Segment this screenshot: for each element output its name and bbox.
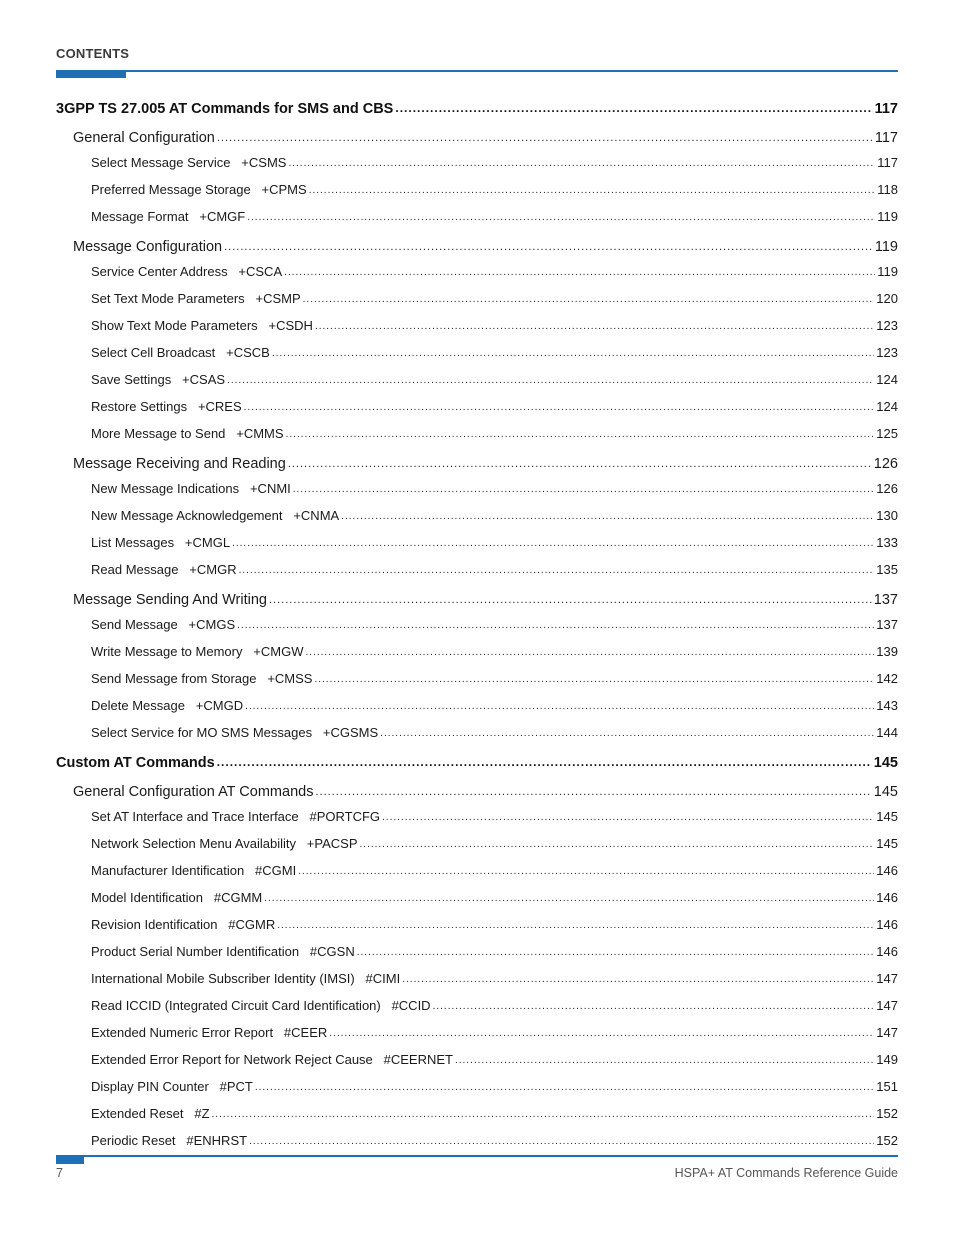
toc-dot-leader [303, 290, 875, 303]
toc-dot-leader [402, 970, 874, 983]
toc-dot-leader [360, 835, 875, 848]
toc-entry-page-number: 133 [876, 535, 898, 550]
toc-entry-level-3[interactable] [56, 694, 898, 721]
toc-entry-page-number: 145 [876, 809, 898, 824]
toc-entry-level-3[interactable] [56, 558, 898, 585]
toc-entry-page-number: 142 [876, 671, 898, 686]
toc-entry-title: Extended Numeric Error Report #CEER [91, 1025, 328, 1040]
toc-dot-leader [298, 862, 874, 875]
toc-dot-leader [433, 997, 875, 1010]
toc-entry-level-3[interactable] [56, 667, 898, 694]
toc-dot-leader [315, 317, 874, 330]
toc-entry-page-number: 124 [876, 372, 898, 387]
toc-entry-title: Custom AT Commands [56, 754, 215, 771]
toc-dot-leader [277, 916, 874, 929]
toc-entry-level-3[interactable] [56, 721, 898, 748]
toc-entry-title: Service Center Address +CSCA [91, 264, 283, 279]
toc-dot-leader [329, 1024, 874, 1037]
toc-entry-title: More Message to Send +CMMS [91, 426, 284, 441]
toc-entry-title: Message Receiving and Reading [73, 455, 286, 472]
toc-entry-title: Message Configuration [73, 238, 223, 255]
toc-entry-level-1[interactable] [56, 748, 898, 777]
toc-entry-level-3[interactable] [56, 422, 898, 449]
toc-entry-level-3[interactable] [56, 395, 898, 422]
toc-entry-title: Send Message from Storage +CMSS [91, 671, 313, 686]
toc-entry-level-3[interactable] [56, 260, 898, 287]
toc-dot-leader [357, 943, 875, 956]
footer-accent-block [56, 1157, 84, 1164]
toc-dot-leader [293, 480, 875, 493]
toc-entry-level-3[interactable] [56, 368, 898, 395]
toc-entry-level-2[interactable] [56, 449, 898, 477]
toc-entry-level-3[interactable] [56, 967, 898, 994]
toc-entry-title: Network Selection Menu Availability +PACSP [91, 836, 358, 851]
toc-entry-page-number: 143 [876, 698, 898, 713]
toc-dot-leader [380, 724, 874, 737]
toc-dot-leader [217, 127, 873, 142]
toc-entry-title: Message Sending And Writing [73, 591, 267, 608]
toc-dot-leader [315, 781, 871, 796]
toc-entry-page-number: 146 [876, 890, 898, 905]
toc-entry-title: 3GPP TS 27.005 AT Commands for SMS and CBS [56, 100, 394, 117]
toc-entry-level-2[interactable] [56, 123, 898, 151]
toc-dot-leader [217, 752, 872, 767]
toc-entry-page-number: 119 [874, 238, 898, 255]
toc-dot-leader [341, 507, 874, 520]
toc-entry-title: Extended Error Report for Network Reject Cause #CEERNET [91, 1052, 453, 1067]
toc-entry-title: General Configuration [73, 129, 215, 146]
toc-entry-level-3[interactable] [56, 314, 898, 341]
toc-entry-level-3[interactable] [56, 178, 898, 205]
toc-dot-leader [245, 697, 874, 710]
toc-entry-title: Select Cell Broadcast +CSCB [91, 345, 270, 360]
toc-entry-page-number: 137 [876, 617, 898, 632]
toc-dot-leader [272, 344, 874, 357]
toc-entry-level-1[interactable] [56, 94, 898, 123]
toc-entry-title: Read Message +CMGR [91, 562, 237, 577]
toc-entry-title: Save Settings +CSAS [91, 372, 226, 387]
toc-entry-page-number: 123 [876, 345, 898, 360]
toc-entry-level-3[interactable] [56, 613, 898, 640]
toc-dot-leader [286, 425, 875, 438]
toc-entry-title: Preferred Message Storage +CPMS [91, 182, 307, 197]
footer-document-title: HSPA+ AT Commands Reference Guide [674, 1166, 898, 1180]
toc-entry-title: New Message Indications +CNMI [91, 481, 291, 496]
toc-entry-level-2[interactable] [56, 777, 898, 805]
toc-entry-level-3[interactable] [56, 1129, 898, 1156]
toc-entry-page-number: 145 [873, 783, 898, 800]
toc-entry-page-number: 117 [874, 100, 898, 117]
toc-entry-level-3[interactable] [56, 640, 898, 667]
header-rule [56, 70, 898, 72]
header-accent-block [56, 70, 126, 78]
toc-dot-leader [269, 589, 872, 604]
toc-entry-level-3[interactable] [56, 805, 898, 832]
toc-entry-page-number: 118 [877, 182, 898, 197]
toc-entry-title: Set Text Mode Parameters +CSMP [91, 291, 301, 306]
toc-dot-leader [237, 616, 874, 629]
toc-entry-title: Select Service for MO SMS Messages +CGSMS [91, 725, 379, 740]
toc-entry-level-3[interactable] [56, 151, 898, 178]
header-label: CONTENTS [56, 46, 130, 61]
toc-dot-leader [455, 1051, 874, 1064]
toc-entry-level-3[interactable] [56, 1075, 898, 1102]
toc-entry-level-2[interactable] [56, 232, 898, 260]
toc-entry-page-number: 124 [876, 399, 898, 414]
toc-dot-leader [249, 1132, 874, 1145]
toc-dot-leader [306, 643, 875, 656]
toc-dot-leader [288, 154, 875, 167]
toc-dot-leader [247, 208, 875, 221]
toc-entry-title: New Message Acknowledgement +CNMA [91, 508, 340, 523]
toc-entry-page-number: 120 [876, 291, 898, 306]
toc-entry-title: Extended Reset #Z [91, 1106, 210, 1121]
toc-dot-leader [255, 1078, 874, 1091]
toc-entry-page-number: 119 [877, 264, 898, 279]
toc-entry-page-number: 126 [876, 481, 898, 496]
toc-entry-level-3[interactable] [56, 477, 898, 504]
toc-entry-level-3[interactable] [56, 531, 898, 558]
toc-dot-leader [239, 561, 875, 574]
toc-entry-page-number: 126 [873, 455, 898, 472]
toc-dot-leader [264, 889, 874, 902]
toc-dot-leader [232, 534, 874, 547]
toc-entry-level-3[interactable] [56, 341, 898, 368]
toc-dot-leader [224, 236, 873, 251]
toc-entry-level-3[interactable] [56, 504, 898, 531]
toc-entry-page-number: 123 [876, 318, 898, 333]
toc-entry-level-3[interactable] [56, 940, 898, 967]
toc-dot-leader [309, 181, 876, 194]
toc-entry-title: Select Message Service +CSMS [91, 155, 287, 170]
toc-entry-title: Show Text Mode Parameters +CSDH [91, 318, 313, 333]
toc-entry-page-number: 147 [876, 971, 898, 986]
toc-entry-title: International Mobile Subscriber Identity (IMSI) #CIMI [91, 971, 401, 986]
toc-entry-page-number: 146 [876, 863, 898, 878]
toc-entry-title: Revision Identification #CGMR [91, 917, 276, 932]
toc-entry-page-number: 151 [876, 1079, 898, 1094]
toc-entry-page-number: 139 [876, 644, 898, 659]
toc-entry-page-number: 144 [876, 725, 898, 740]
toc-dot-leader [314, 670, 874, 683]
toc-entry-page-number: 130 [876, 508, 898, 523]
toc-entry-level-3[interactable] [56, 886, 898, 913]
toc-entry-title: Read ICCID (Integrated Circuit Card Identification) #CCID [91, 998, 431, 1013]
toc-entry-page-number: 152 [876, 1133, 898, 1148]
toc-entry-page-number: 125 [876, 426, 898, 441]
toc-entry-title: Product Serial Number Identification #CGSN [91, 944, 355, 959]
toc-entry-level-3[interactable] [56, 913, 898, 940]
toc-entry-page-number: 147 [876, 998, 898, 1013]
toc-entry-level-3[interactable] [56, 205, 898, 232]
toc-entry-title: Periodic Reset #ENHRST [91, 1133, 248, 1148]
toc-entry-title: Manufacturer Identification #CGMI [91, 863, 297, 878]
toc-entry-page-number: 119 [877, 209, 898, 224]
toc-dot-leader [284, 263, 875, 276]
footer-page-number: 7 [56, 1166, 63, 1180]
toc-entry-page-number: 146 [876, 917, 898, 932]
toc-entry-page-number: 117 [874, 129, 898, 146]
toc-entry-page-number: 145 [873, 754, 898, 771]
toc-entry-level-3[interactable] [56, 1021, 898, 1048]
toc-dot-leader [244, 398, 875, 411]
toc-entry-title: List Messages +CMGL [91, 535, 231, 550]
toc-entry-level-2[interactable] [56, 585, 898, 613]
toc-entry-page-number: 117 [877, 155, 898, 170]
toc-entry-level-3[interactable] [56, 832, 898, 859]
toc-entry-title: Restore Settings +CRES [91, 399, 242, 414]
toc-entry-page-number: 145 [876, 836, 898, 851]
footer-rule [56, 1155, 898, 1157]
toc-entry-level-3[interactable] [56, 287, 898, 314]
toc-entry-page-number: 149 [876, 1052, 898, 1067]
toc-entry-level-3[interactable] [56, 994, 898, 1021]
toc-dot-leader [395, 98, 872, 113]
toc-entry-level-3[interactable] [56, 859, 898, 886]
toc-entry-page-number: 152 [876, 1106, 898, 1121]
toc-entry-title: Write Message to Memory +CMGW [91, 644, 304, 659]
toc-dot-leader [382, 808, 874, 821]
toc-entry-page-number: 146 [876, 944, 898, 959]
toc-dot-leader [212, 1105, 875, 1118]
toc-entry-title: Model Identification #CGMM [91, 890, 263, 905]
toc-entry-level-3[interactable] [56, 1048, 898, 1075]
toc-entry-page-number: 137 [873, 591, 898, 608]
toc-dot-leader [288, 453, 872, 468]
toc-entry-level-3[interactable] [56, 1102, 898, 1129]
toc-entry-title: Set AT Interface and Trace Interface #PORTCFG [91, 809, 381, 824]
toc-entry-page-number: 147 [876, 1025, 898, 1040]
toc-entry-page-number: 135 [876, 562, 898, 577]
table-of-contents [56, 94, 898, 1156]
toc-entry-title: General Configuration AT Commands [73, 783, 314, 800]
toc-entry-title: Message Format +CMGF [91, 209, 246, 224]
toc-entry-title: Display PIN Counter #PCT [91, 1079, 253, 1094]
toc-dot-leader [227, 371, 874, 384]
toc-entry-title: Send Message +CMGS [91, 617, 236, 632]
toc-entry-title: Delete Message +CMGD [91, 698, 244, 713]
